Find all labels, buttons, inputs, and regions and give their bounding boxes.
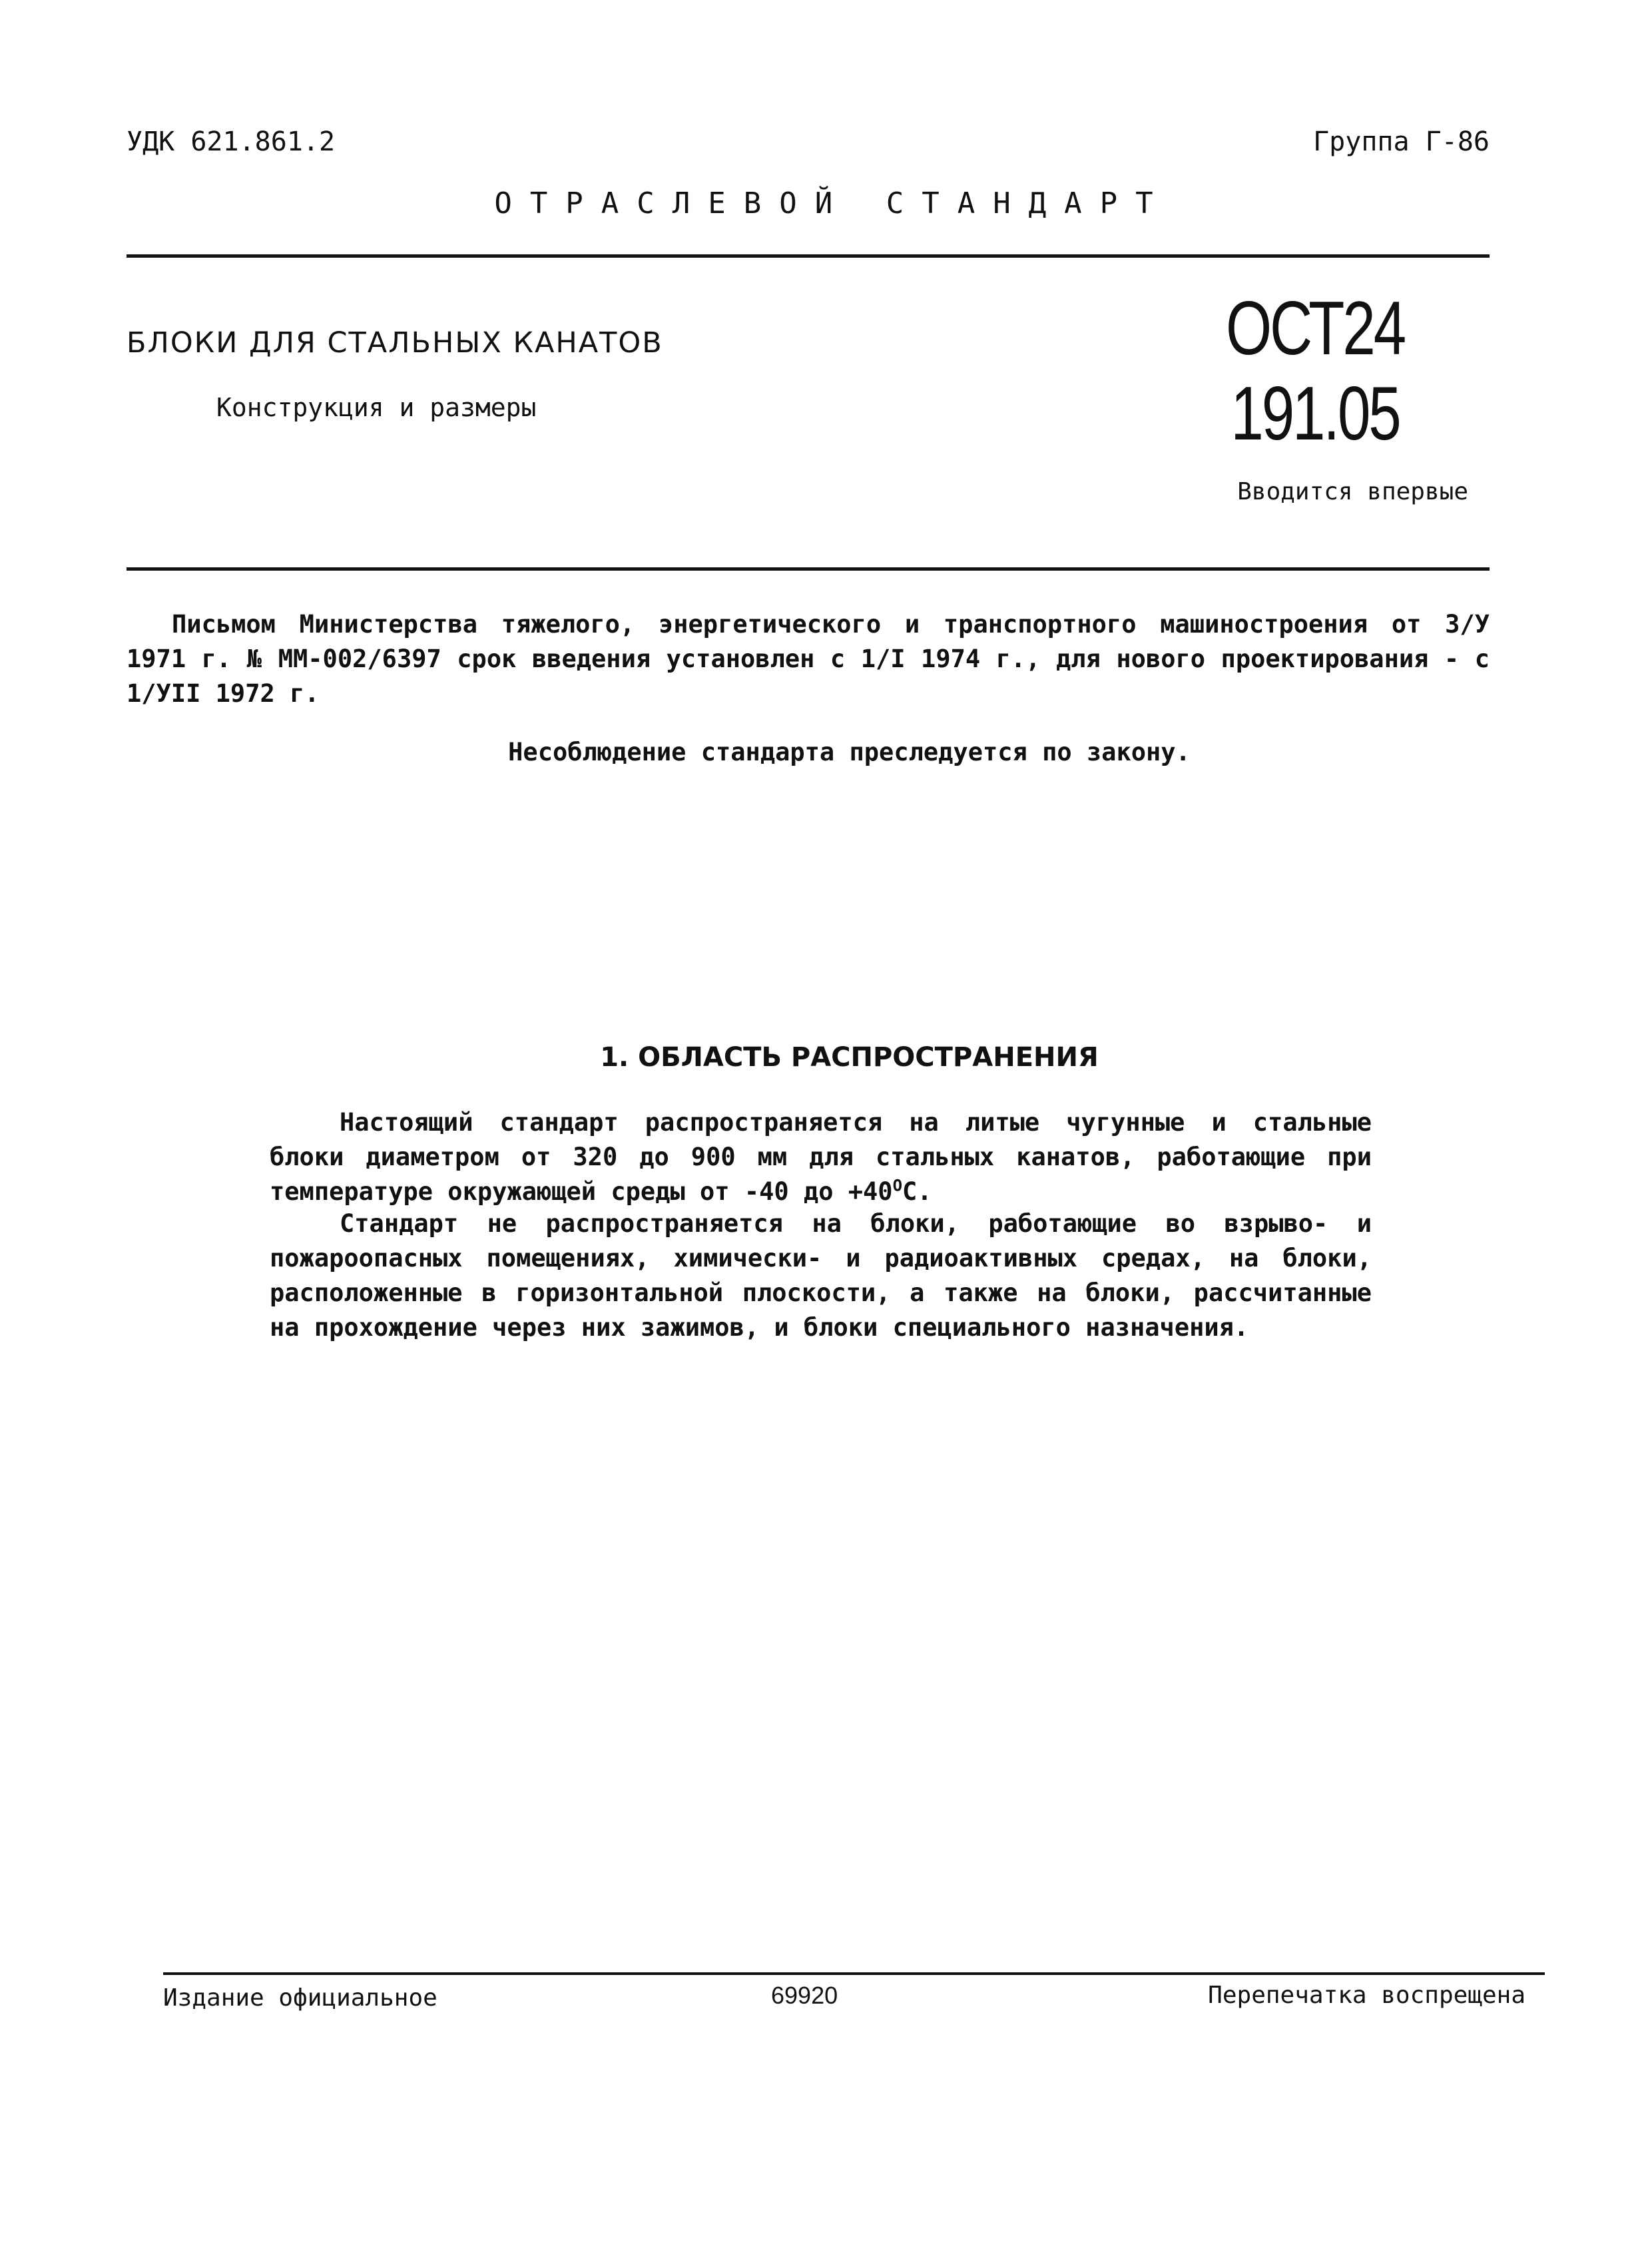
degree-superscript: О	[892, 1176, 903, 1195]
introduction-note: Вводится впервые	[1237, 478, 1468, 505]
standard-number-line2: 191.05	[1231, 372, 1400, 456]
standard-number	[1219, 286, 1412, 457]
standard-kind-heading: ОТРАСЛЕВОЙ СТАНДАРТ	[494, 186, 1171, 220]
ministry-letter-paragraph: Письмом Министерства тяжелого, энергетического и транспортного машиностроения от 3/У 1971 г. № ММ-002/6397 срок введения установлен с 1/I 1974 г., для нового проектирования - с 1/УII 1972 г.	[127, 610, 1490, 708]
footer-divider	[163, 1972, 1545, 1975]
udk-code: УДК 621.861.2	[127, 127, 336, 157]
standard-number-line1: ОСТ24	[1225, 286, 1405, 371]
footer-number: 69920	[771, 1982, 838, 2009]
group-code: Группа Г-86	[1313, 127, 1490, 157]
legal-notice: Несоблюдение стандарта преследуется по закону.	[508, 738, 1191, 766]
scope-paragraph-1-tail: С.	[902, 1177, 932, 1206]
section-heading: 1. ОБЛАСТЬ РАСПРОСТРАНЕНИЯ	[600, 1042, 1099, 1073]
document-title: БЛОКИ ДЛЯ СТАЛЬНЫХ КАНАТОВ	[127, 326, 663, 360]
footer-edition: Издание официальное	[163, 1984, 437, 2012]
scope-paragraph-2: Стандарт не распространяется на блоки, работающие во взрыво- и пожароопасных помещениях, химически- и радиоактивных средах, на блоки, расположенные в горизонтальной плоскости, а также на блоки, рассчитанные на прохождение через них зажимов, и блоки специального назначения.	[270, 1209, 1372, 1342]
footer-reprint-notice: Перепечатка воспрещена	[1208, 1982, 1525, 2009]
scope-paragraph-1-text: Настоящий стандарт распространяется на литые чугунные и стальные блоки диаметром от 320 до 900 мм для стальных канатов, работающие при температуре окружающей среды от -40 до +40	[270, 1108, 1372, 1206]
header-divider	[127, 567, 1490, 571]
scope-paragraph-1	[270, 1105, 1372, 1209]
document-subtitle: Конструкция и размеры	[216, 393, 537, 422]
top-divider	[127, 254, 1490, 258]
